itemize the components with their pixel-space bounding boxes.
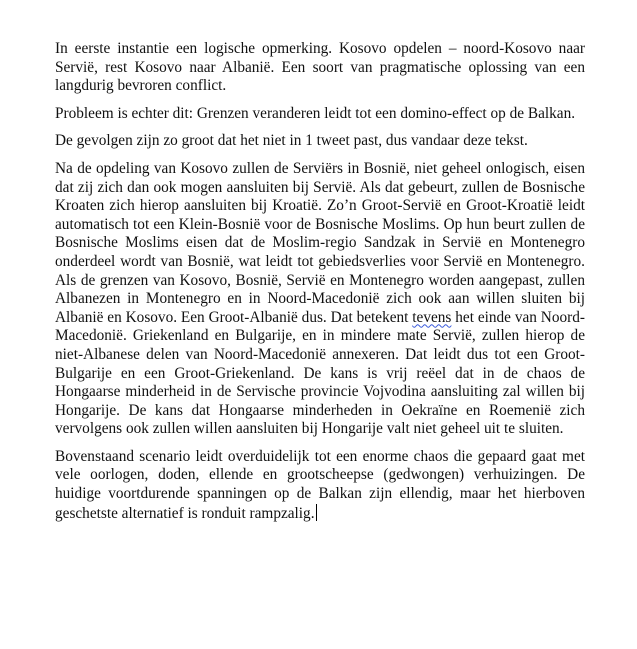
scenario-text-before: Na de opdeling van Kosovo zullen de Serviërs in Bosnië, niet geheel onlogisch, eisen dat zij zich dan ook mogen aansluiten bij Servië. Als dat gebeurt, zullen de Bosnische Kroaten zich hierop aansluiten bij Kroatië. Zo’n Groot-Servië en Groot-Kroatië leidt automatisch tot een Klein-Bosnië voor de Bosnische Moslims. Op hun beurt zullen de Bosnische Moslims eisen dat de Moslim-regio Sandzak in Servië en Montenegro onderdeel wordt van Bosnië, wat leidt tot gebiedsverlies voor Servië en Montenegro. Als de grenzen van Kosovo, Bosnië, Servië en Montenegro worden aangepast, zullen Albanezen in Montenegro en in Noord-Macedonië zich ook aan willen sluiten bij Albanië en Kosovo. Een Groot-Albanië dus. Dat betekent bbox=[55, 159, 585, 326]
paragraph-intro: In eerste instantie een logische opmerking. Kosovo opdelen – noord-Kosovo naar Servië, rest Kosovo naar Albanië. Een soort van pragmatische oplossing van een langdurig bevroren conflict. bbox=[55, 40, 585, 95]
paragraph-conclusion bbox=[55, 448, 585, 523]
paragraph-problem: Probleem is echter dit: Grenzen veranderen leidt tot een domino-effect op de Balkan. bbox=[55, 104, 576, 122]
document-body[interactable] bbox=[55, 40, 585, 532]
spellcheck-flagged-word[interactable]: tevens bbox=[412, 308, 452, 326]
scenario-text-after: het einde van Noord-Macedonië. Griekenland en Bulgarije, en in mindere mate Servië, zullen hierop de niet-Albanese delen van Noord-Macedonië annexeren. Dat leidt dus tot een Groot-Bulgarije en een Groot-Griekenland. De kans is vrij reëel dat in de chaos de Hongaarse minderheid in de Servische provincie Vojvodina aansluiting zal willen bij Hongarije. De kans dat Hongaarse minderheden in Oekraïne en Roemenië zich vervolgens ook zullen willen aansluiten bij Hongarije valt niet geheel uit te sluiten. bbox=[55, 308, 585, 438]
text-cursor bbox=[316, 504, 317, 521]
paragraph-scenario bbox=[55, 160, 585, 439]
conclusion-text: Bovenstaand scenario leidt overduidelijk tot een enorme chaos die gepaard gaat met vele oorlogen, doden, ellende en grootscheepse (gedwongen) verhuizingen. De huidige voortdurende spanningen op de Balkan zijn ellendig, maar het hierboven geschetste alternatief is ronduit rampzalig. bbox=[55, 447, 585, 522]
paragraph-consequences: De gevolgen zijn zo groot dat het niet in 1 tweet past, dus vandaar deze tekst. bbox=[55, 132, 528, 150]
